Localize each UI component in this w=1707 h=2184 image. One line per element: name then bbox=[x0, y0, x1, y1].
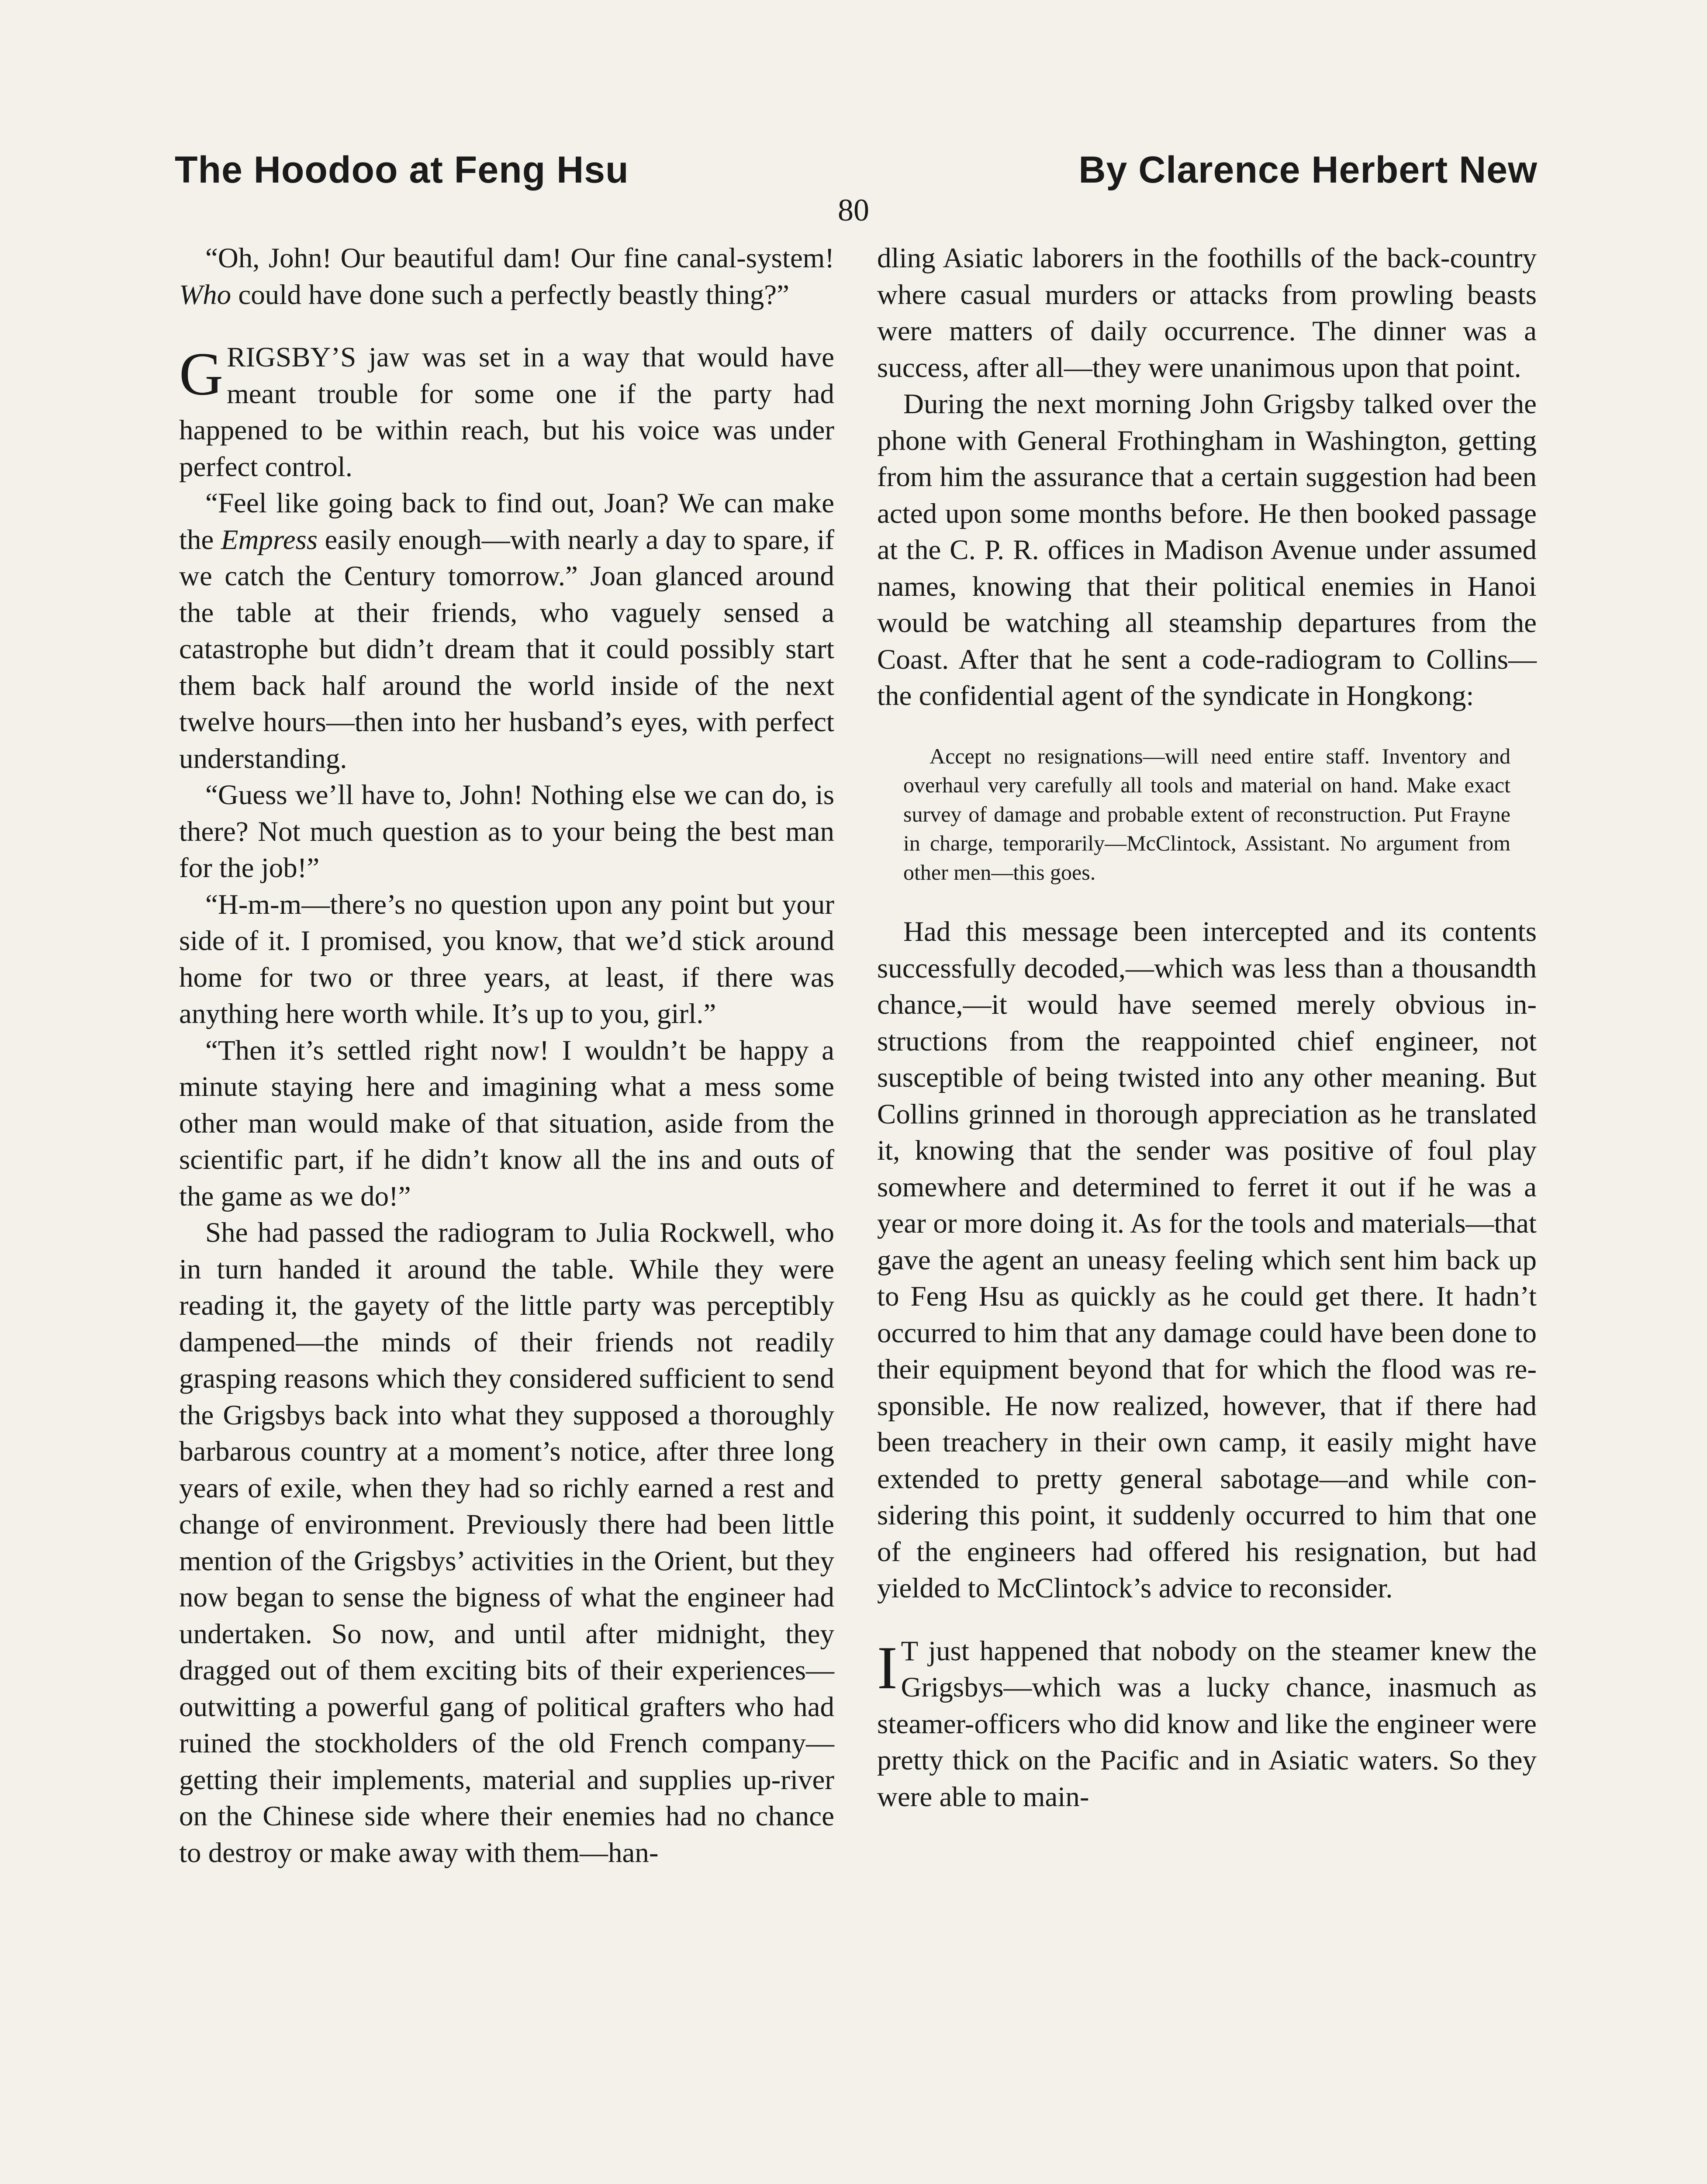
text-run: “Oh, John! Our beautiful dam! Our fine canal-system! bbox=[205, 242, 834, 274]
text-run: RIGSBY’S jaw was set in a way that would have meant trouble for some one if the party had happened to be within reach, but his voice was under perfect control. bbox=[179, 342, 834, 483]
paragraph: “Then it’s settled right now! I wouldn’t be happy a minute staying here and imagining what a mess some other man would make of that situation, aside from the scientific part, if he didn’t know all the ins and outs of the game as we do!” bbox=[179, 1034, 834, 1212]
paragraph: During the next morning John Grigsby talked over the phone with General Frothingham in Washington, getting from him the assurance that a certain suggestion had been acted upon some months before. He then booked passage at the C. P. R. offices in Madison Avenue under assumed names, knowing that their political enemies in Hanoi would be watching all steamship departures from the Coast. After that he sent a code-radiogram to Collins—the confidential agent of the syndicate in Hongkong: bbox=[877, 388, 1537, 712]
drop-cap: G bbox=[179, 340, 224, 408]
page-number: 80 bbox=[838, 193, 869, 228]
paragraph-dropcap bbox=[179, 339, 834, 485]
paragraph: dling Asiatic laborers in the foothills of the back-country where casual murders or attacks from prowling beasts were matters of daily occurrence. The dinner was a success, after all—they were unanimous upon that point. bbox=[877, 242, 1537, 384]
paragraph: “H-m-m—there’s no question upon any point but your side of it. I promised, you know, that we’d stick around home for two or three years, at least, if there was anything here worth while. It’s up to you, girl.” bbox=[179, 888, 834, 1030]
paragraph: She had passed the radiogram to Julia Rockwell, who in turn handed it around the table. While they were reading it, the gayety of the little party was perceptibly dampened—the minds of their friends not readily grasping reasons which they considered sufficient to send the Grigsbys back into what they supposed a thoroughly barbarous country at a moment’s notice, after three long years of exile, when they had so richly earned a rest and change of environment. Previously there had been little mention of the Grigsbys’ activities in the Orient, but they now began to sense the bigness of what the engineer had undertaken. So now, and until after midnight, they dragged out of them exciting bits of their experiences—outwitting a powerful gang of political grafters who had ruined the stockholders of the old French company—getting their implements, material and supplies up-river on the Chinese side where their enemies had no chance to destroy or make away with them—han- bbox=[179, 1217, 834, 1869]
paragraph bbox=[179, 485, 834, 777]
text-run: T just happened that nobody on the steamer knew the Grigsbys—which was a lucky chance, inasmuch as steamer-officers who did know and like the engineer were pretty thick on the Pacific and in Asiatic waters. So they were able to main- bbox=[877, 1635, 1537, 1813]
drop-cap: I bbox=[877, 1634, 898, 1702]
text-run: easily enough—with nearly a day to spare, if we catch the Century tomorrow.” Joan glanced around the table at their friends, who vaguely sensed a catastrophe but didn’t dream that it could possibly start them back half around the world inside of the next twelve hours—then into her husband’s eyes, with perfect understanding. bbox=[179, 524, 834, 774]
text-run: could have done such a perfectly beastly thing?” bbox=[231, 279, 790, 311]
story-title: The Hoodoo at Feng Hsu bbox=[175, 149, 629, 191]
text-run: “Feel like going back to find out, Joan? We can make the bbox=[179, 487, 834, 556]
paragraph: Had this message been intercepted and its contents successfully decoded,—which was less than a thousandth chance,—it would have seemed merely obvious instructions from the reappointed chief engineer, not susceptible of being twisted into any other meaning. But Collins grinned in thorough appreciation as he translated it, knowing that the sender was positive of foul play somewhere and determined to ferret it out if he was a year or more doing it. As for the tools and materials—that gave the agent an uneasy feeling which sent him back up to Feng Hsu as quickly as he could get there. It hadn’t occurred to him that any damage could have been done to their equipment beyond that for which the flood was responsible. He now realized, however, that if there had been treachery in their own camp, it easily might have extended to pretty general sabotage—and while considering this point, it suddenly occurred to him that one of the engineers had offered his resignation, but had yielded to McClintock’s advice to reconsider. bbox=[877, 916, 1537, 1604]
radiogram-paragraph: Accept no resignations—will need entire staff. Inventory and overhaul very carefully all tools and material on hand. Make exact survey of damage and probable extent of reconstruction. Put Frayne in charge, temporarily—McClintock, Assistant. No argument from other men—this goes. bbox=[903, 743, 1510, 885]
left-column bbox=[179, 240, 834, 1871]
paragraph bbox=[179, 240, 834, 313]
right-column bbox=[877, 240, 1537, 1815]
story-author: By Clarence Herbert New bbox=[1078, 149, 1538, 191]
radiogram-text bbox=[903, 742, 1510, 887]
emphasis: Who bbox=[179, 279, 232, 311]
paragraph: “Guess we’ll have to, John! Nothing else we can do, is there? Not much question as to your being the best man for the job!” bbox=[179, 779, 834, 884]
emphasis: Empress bbox=[221, 524, 318, 556]
paragraph-dropcap bbox=[877, 1633, 1537, 1816]
